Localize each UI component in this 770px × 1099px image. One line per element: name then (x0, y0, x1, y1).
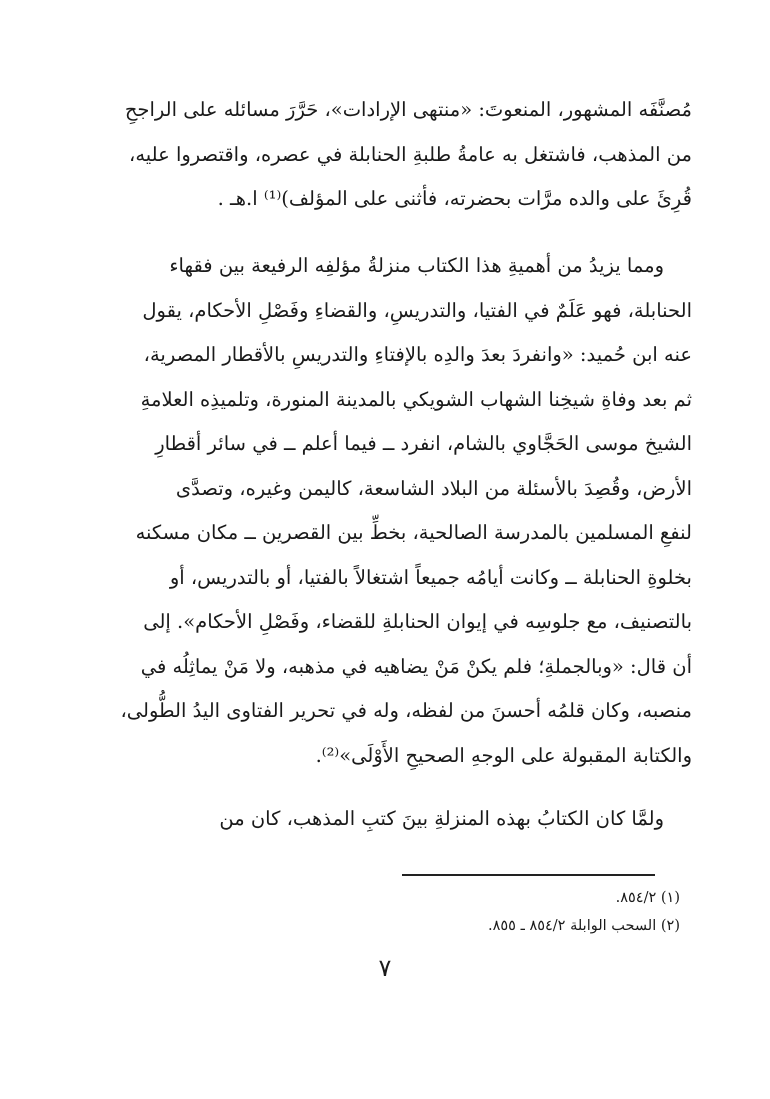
text-line: من المذهب، فاشتغل به عامةُ طلبةِ الحنابلة في عصره، واقتصروا عليه، (129, 142, 692, 166)
text-line: ومما يزيدُ من أهميةِ هذا الكتاب منزلةُ مؤلفِه الرفيعة بين فقهاء (169, 254, 664, 277)
text-line: قُرِئَ على والده مرَّات بحضرته، فأثنى على المؤلف)⁽¹⁾ ا.هـ . (217, 187, 692, 210)
text-line: والكتابة المقبولة على الوجهِ الصحيحِ الأَوْلَى»⁽²⁾. (315, 743, 692, 767)
text-line: مُصنَّفَه المشهور، المنعوتَ: «منتهى الإرادات»، حَرَّرَ مسائله على الراجحِ (124, 98, 692, 121)
footnote-divider (402, 874, 655, 876)
text-line: الحنابلة، فهو عَلَمٌ في الفتيا، والتدريسِ، والقضاءِ وفَصْلِ الأحكام، يقول (142, 298, 692, 322)
text-line: ثم بعد وفاةِ شيخِنا الشهاب الشويكي بالمدينة المنورة، وتلميذِه العلامةِ (140, 387, 692, 411)
paragraph-1 (92, 88, 692, 222)
footnotes (92, 884, 680, 940)
page-number: ٧ (378, 954, 392, 982)
text-line: ولمَّا كان الكتابُ بهذه المنزلةِ بينَ كتبِ المذهب، كان من (219, 807, 664, 830)
text-line: منصبه، وكان قلمُه أحسنَ من لفظه، وله في تحرير الفتاوى اليدُ الطُّولى، (120, 699, 692, 722)
text-line: أن قال: «وبالجملةِ؛ فلم يكنْ مَنْ يضاهيه في مذهبه، ولا مَنْ يماثِلُه في (140, 654, 692, 678)
text-line: الأرض، وقُصِدَ بالأسئلة من البلاد الشاسعة، كاليمن وغيره، وتصدَّى (175, 476, 692, 500)
paragraph-2 (92, 244, 692, 778)
text-line: عنه ابن حُميد: «وانفردَ بعدَ والدِه بالإفتاءِ والتدريسِ بالأقطار المصرية، (143, 343, 692, 366)
text-line: بخلوةِ الحنابلة ــ وكانت أيامُه جميعاً اشتغالاً بالفتيا، أو بالتدريس، أو (169, 565, 692, 589)
paragraph-3 (92, 797, 692, 842)
text-line: لنفعِ المسلمين بالمدرسة الصالحية، بخطِّ بين القصرين ــ مكان مسكنه (135, 521, 692, 544)
text-line: الشيخ موسى الحَجَّاوي بالشام، انفرد ــ فيما أعلم ــ في سائر أقطارِ (155, 432, 692, 455)
footnote-1: (١) ٨٥٤/٢. (615, 890, 680, 906)
text-line: بالتصنيف، مع جلوسِه في إيوان الحنابلةِ للقضاء، وفَصْلِ الأحكام». إلى (143, 610, 692, 633)
footnote-2: (٢) السحب الوابلة ٨٥٤/٢ ـ ٨٥٥. (487, 918, 680, 934)
